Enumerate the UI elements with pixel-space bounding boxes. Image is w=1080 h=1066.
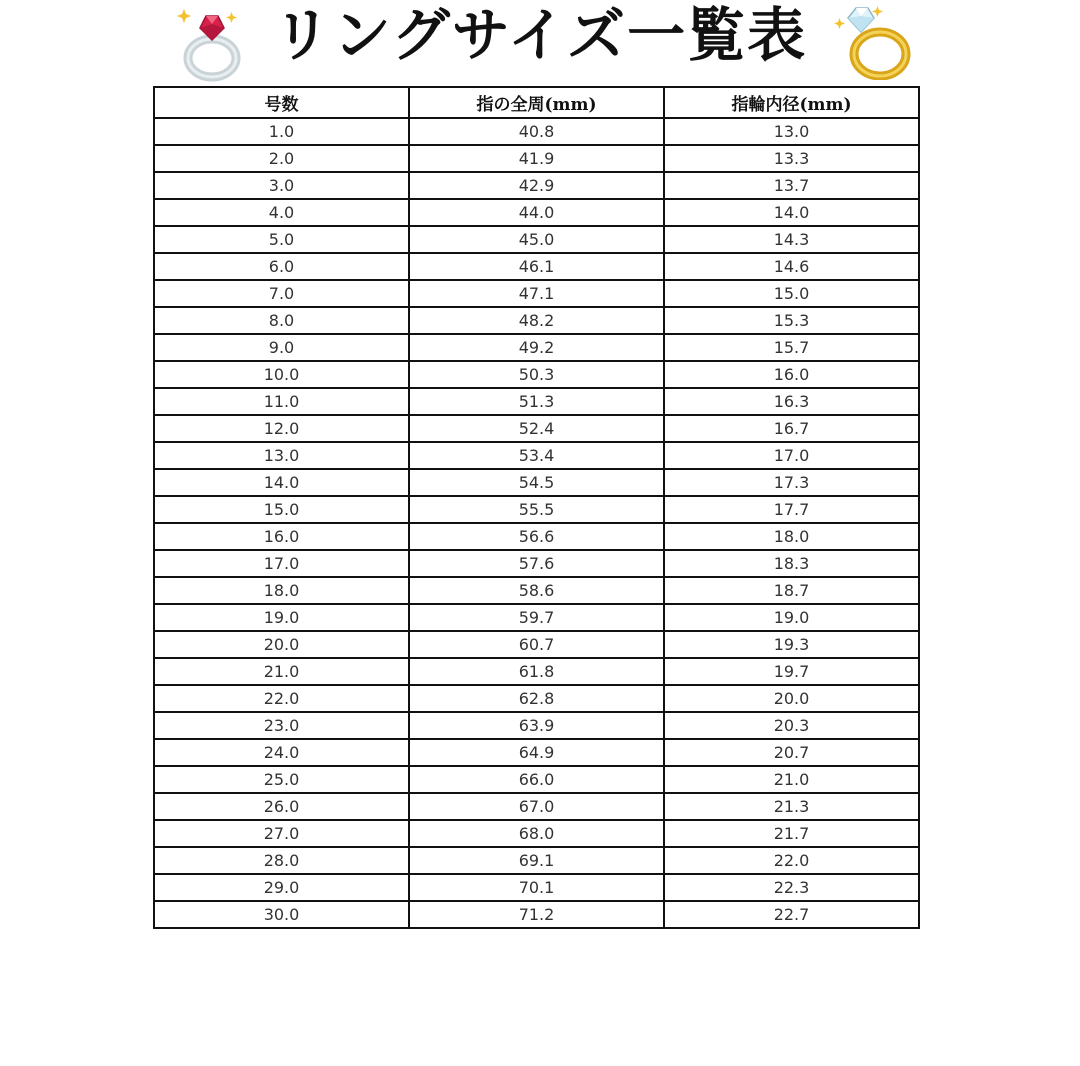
table-row — [154, 496, 919, 523]
size-number-cell: 10.0 — [154, 361, 409, 388]
inner-diameter-cell: 15.3 — [664, 307, 919, 334]
table-row — [154, 199, 919, 226]
circumference-cell: 42.9 — [409, 172, 664, 199]
inner-diameter-cell: 16.0 — [664, 361, 919, 388]
table-row — [154, 334, 919, 361]
size-number-cell: 12.0 — [154, 415, 409, 442]
circumference-cell: 68.0 — [409, 820, 664, 847]
size-number-cell: 25.0 — [154, 766, 409, 793]
table-row — [154, 523, 919, 550]
inner-diameter-cell: 13.7 — [664, 172, 919, 199]
circumference-cell: 44.0 — [409, 199, 664, 226]
inner-diameter-cell: 19.3 — [664, 631, 919, 658]
size-number-cell: 15.0 — [154, 496, 409, 523]
size-number-cell: 29.0 — [154, 874, 409, 901]
size-number-cell: 9.0 — [154, 334, 409, 361]
ring-size-table — [153, 86, 920, 929]
circumference-cell: 59.7 — [409, 604, 664, 631]
table-row — [154, 631, 919, 658]
table-row — [154, 712, 919, 739]
inner-diameter-cell: 18.0 — [664, 523, 919, 550]
circumference-cell: 48.2 — [409, 307, 664, 334]
table-row — [154, 442, 919, 469]
table-row — [154, 685, 919, 712]
table-row — [154, 307, 919, 334]
size-number-cell: 1.0 — [154, 118, 409, 145]
table-body — [154, 118, 919, 928]
table-row — [154, 793, 919, 820]
table-row — [154, 253, 919, 280]
table-row — [154, 604, 919, 631]
inner-diameter-cell: 18.7 — [664, 577, 919, 604]
circumference-cell: 63.9 — [409, 712, 664, 739]
size-number-cell: 4.0 — [154, 199, 409, 226]
circumference-cell: 40.8 — [409, 118, 664, 145]
size-number-cell: 5.0 — [154, 226, 409, 253]
table-row — [154, 226, 919, 253]
size-number-cell: 24.0 — [154, 739, 409, 766]
size-number-cell: 21.0 — [154, 658, 409, 685]
size-number-cell: 28.0 — [154, 847, 409, 874]
size-number-cell: 22.0 — [154, 685, 409, 712]
table-row — [154, 820, 919, 847]
table-header-row — [154, 87, 919, 118]
circumference-cell: 50.3 — [409, 361, 664, 388]
inner-diameter-cell: 21.0 — [664, 766, 919, 793]
inner-diameter-cell: 16.3 — [664, 388, 919, 415]
circumference-cell: 70.1 — [409, 874, 664, 901]
circumference-cell: 69.1 — [409, 847, 664, 874]
size-number-cell: 8.0 — [154, 307, 409, 334]
circumference-cell: 41.9 — [409, 145, 664, 172]
circumference-cell: 62.8 — [409, 685, 664, 712]
inner-diameter-cell: 22.0 — [664, 847, 919, 874]
size-number-cell: 26.0 — [154, 793, 409, 820]
size-number-cell: 27.0 — [154, 820, 409, 847]
size-number-cell: 30.0 — [154, 901, 409, 928]
table-row — [154, 577, 919, 604]
inner-diameter-cell: 19.0 — [664, 604, 919, 631]
inner-diameter-cell: 20.3 — [664, 712, 919, 739]
inner-diameter-cell: 19.7 — [664, 658, 919, 685]
circumference-cell: 54.5 — [409, 469, 664, 496]
size-number-cell: 19.0 — [154, 604, 409, 631]
size-number-cell: 14.0 — [154, 469, 409, 496]
header-finger-circumference: 指の全周(mm) — [409, 87, 664, 118]
table-row — [154, 145, 919, 172]
inner-diameter-cell: 17.3 — [664, 469, 919, 496]
size-number-cell: 11.0 — [154, 388, 409, 415]
circumference-cell: 55.5 — [409, 496, 664, 523]
table-row — [154, 874, 919, 901]
circumference-cell: 56.6 — [409, 523, 664, 550]
inner-diameter-cell: 22.7 — [664, 901, 919, 928]
circumference-cell: 60.7 — [409, 631, 664, 658]
table-row — [154, 118, 919, 145]
table-row — [154, 469, 919, 496]
circumference-cell: 49.2 — [409, 334, 664, 361]
table-row — [154, 739, 919, 766]
circumference-cell: 47.1 — [409, 280, 664, 307]
table-row — [154, 766, 919, 793]
circumference-cell: 51.3 — [409, 388, 664, 415]
table-row — [154, 550, 919, 577]
inner-diameter-cell: 13.3 — [664, 145, 919, 172]
size-number-cell: 7.0 — [154, 280, 409, 307]
circumference-cell: 67.0 — [409, 793, 664, 820]
size-number-cell: 13.0 — [154, 442, 409, 469]
inner-diameter-cell: 17.7 — [664, 496, 919, 523]
inner-diameter-cell: 17.0 — [664, 442, 919, 469]
size-number-cell: 17.0 — [154, 550, 409, 577]
size-number-cell: 16.0 — [154, 523, 409, 550]
table-row — [154, 415, 919, 442]
table-row — [154, 172, 919, 199]
table-row — [154, 361, 919, 388]
inner-diameter-cell: 20.0 — [664, 685, 919, 712]
table-row — [154, 658, 919, 685]
size-number-cell: 3.0 — [154, 172, 409, 199]
inner-diameter-cell: 13.0 — [664, 118, 919, 145]
circumference-cell: 45.0 — [409, 226, 664, 253]
inner-diameter-cell: 18.3 — [664, 550, 919, 577]
page-title: リングサイズ一覧表 — [272, 1, 808, 69]
size-number-cell: 2.0 — [154, 145, 409, 172]
inner-diameter-cell: 15.7 — [664, 334, 919, 361]
circumference-cell: 64.9 — [409, 739, 664, 766]
table-row — [154, 280, 919, 307]
size-number-cell: 23.0 — [154, 712, 409, 739]
inner-diameter-cell: 14.0 — [664, 199, 919, 226]
diamond-ring-icon — [832, 4, 914, 80]
size-number-cell: 20.0 — [154, 631, 409, 658]
table-row — [154, 847, 919, 874]
inner-diameter-cell: 21.3 — [664, 793, 919, 820]
circumference-cell: 66.0 — [409, 766, 664, 793]
inner-diameter-cell: 15.0 — [664, 280, 919, 307]
table-row — [154, 901, 919, 928]
inner-diameter-cell: 16.7 — [664, 415, 919, 442]
size-number-cell: 18.0 — [154, 577, 409, 604]
table-row — [154, 388, 919, 415]
circumference-cell: 53.4 — [409, 442, 664, 469]
inner-diameter-cell: 21.7 — [664, 820, 919, 847]
circumference-cell: 71.2 — [409, 901, 664, 928]
header-inner-diameter: 指輪内径(mm) — [664, 87, 919, 118]
circumference-cell: 58.6 — [409, 577, 664, 604]
inner-diameter-cell: 22.3 — [664, 874, 919, 901]
circumference-cell: 46.1 — [409, 253, 664, 280]
header-size-number: 号数 — [154, 87, 409, 118]
size-number-cell: 6.0 — [154, 253, 409, 280]
circumference-cell: 61.8 — [409, 658, 664, 685]
inner-diameter-cell: 14.6 — [664, 253, 919, 280]
inner-diameter-cell: 14.3 — [664, 226, 919, 253]
circumference-cell: 57.6 — [409, 550, 664, 577]
circumference-cell: 52.4 — [409, 415, 664, 442]
inner-diameter-cell: 20.7 — [664, 739, 919, 766]
